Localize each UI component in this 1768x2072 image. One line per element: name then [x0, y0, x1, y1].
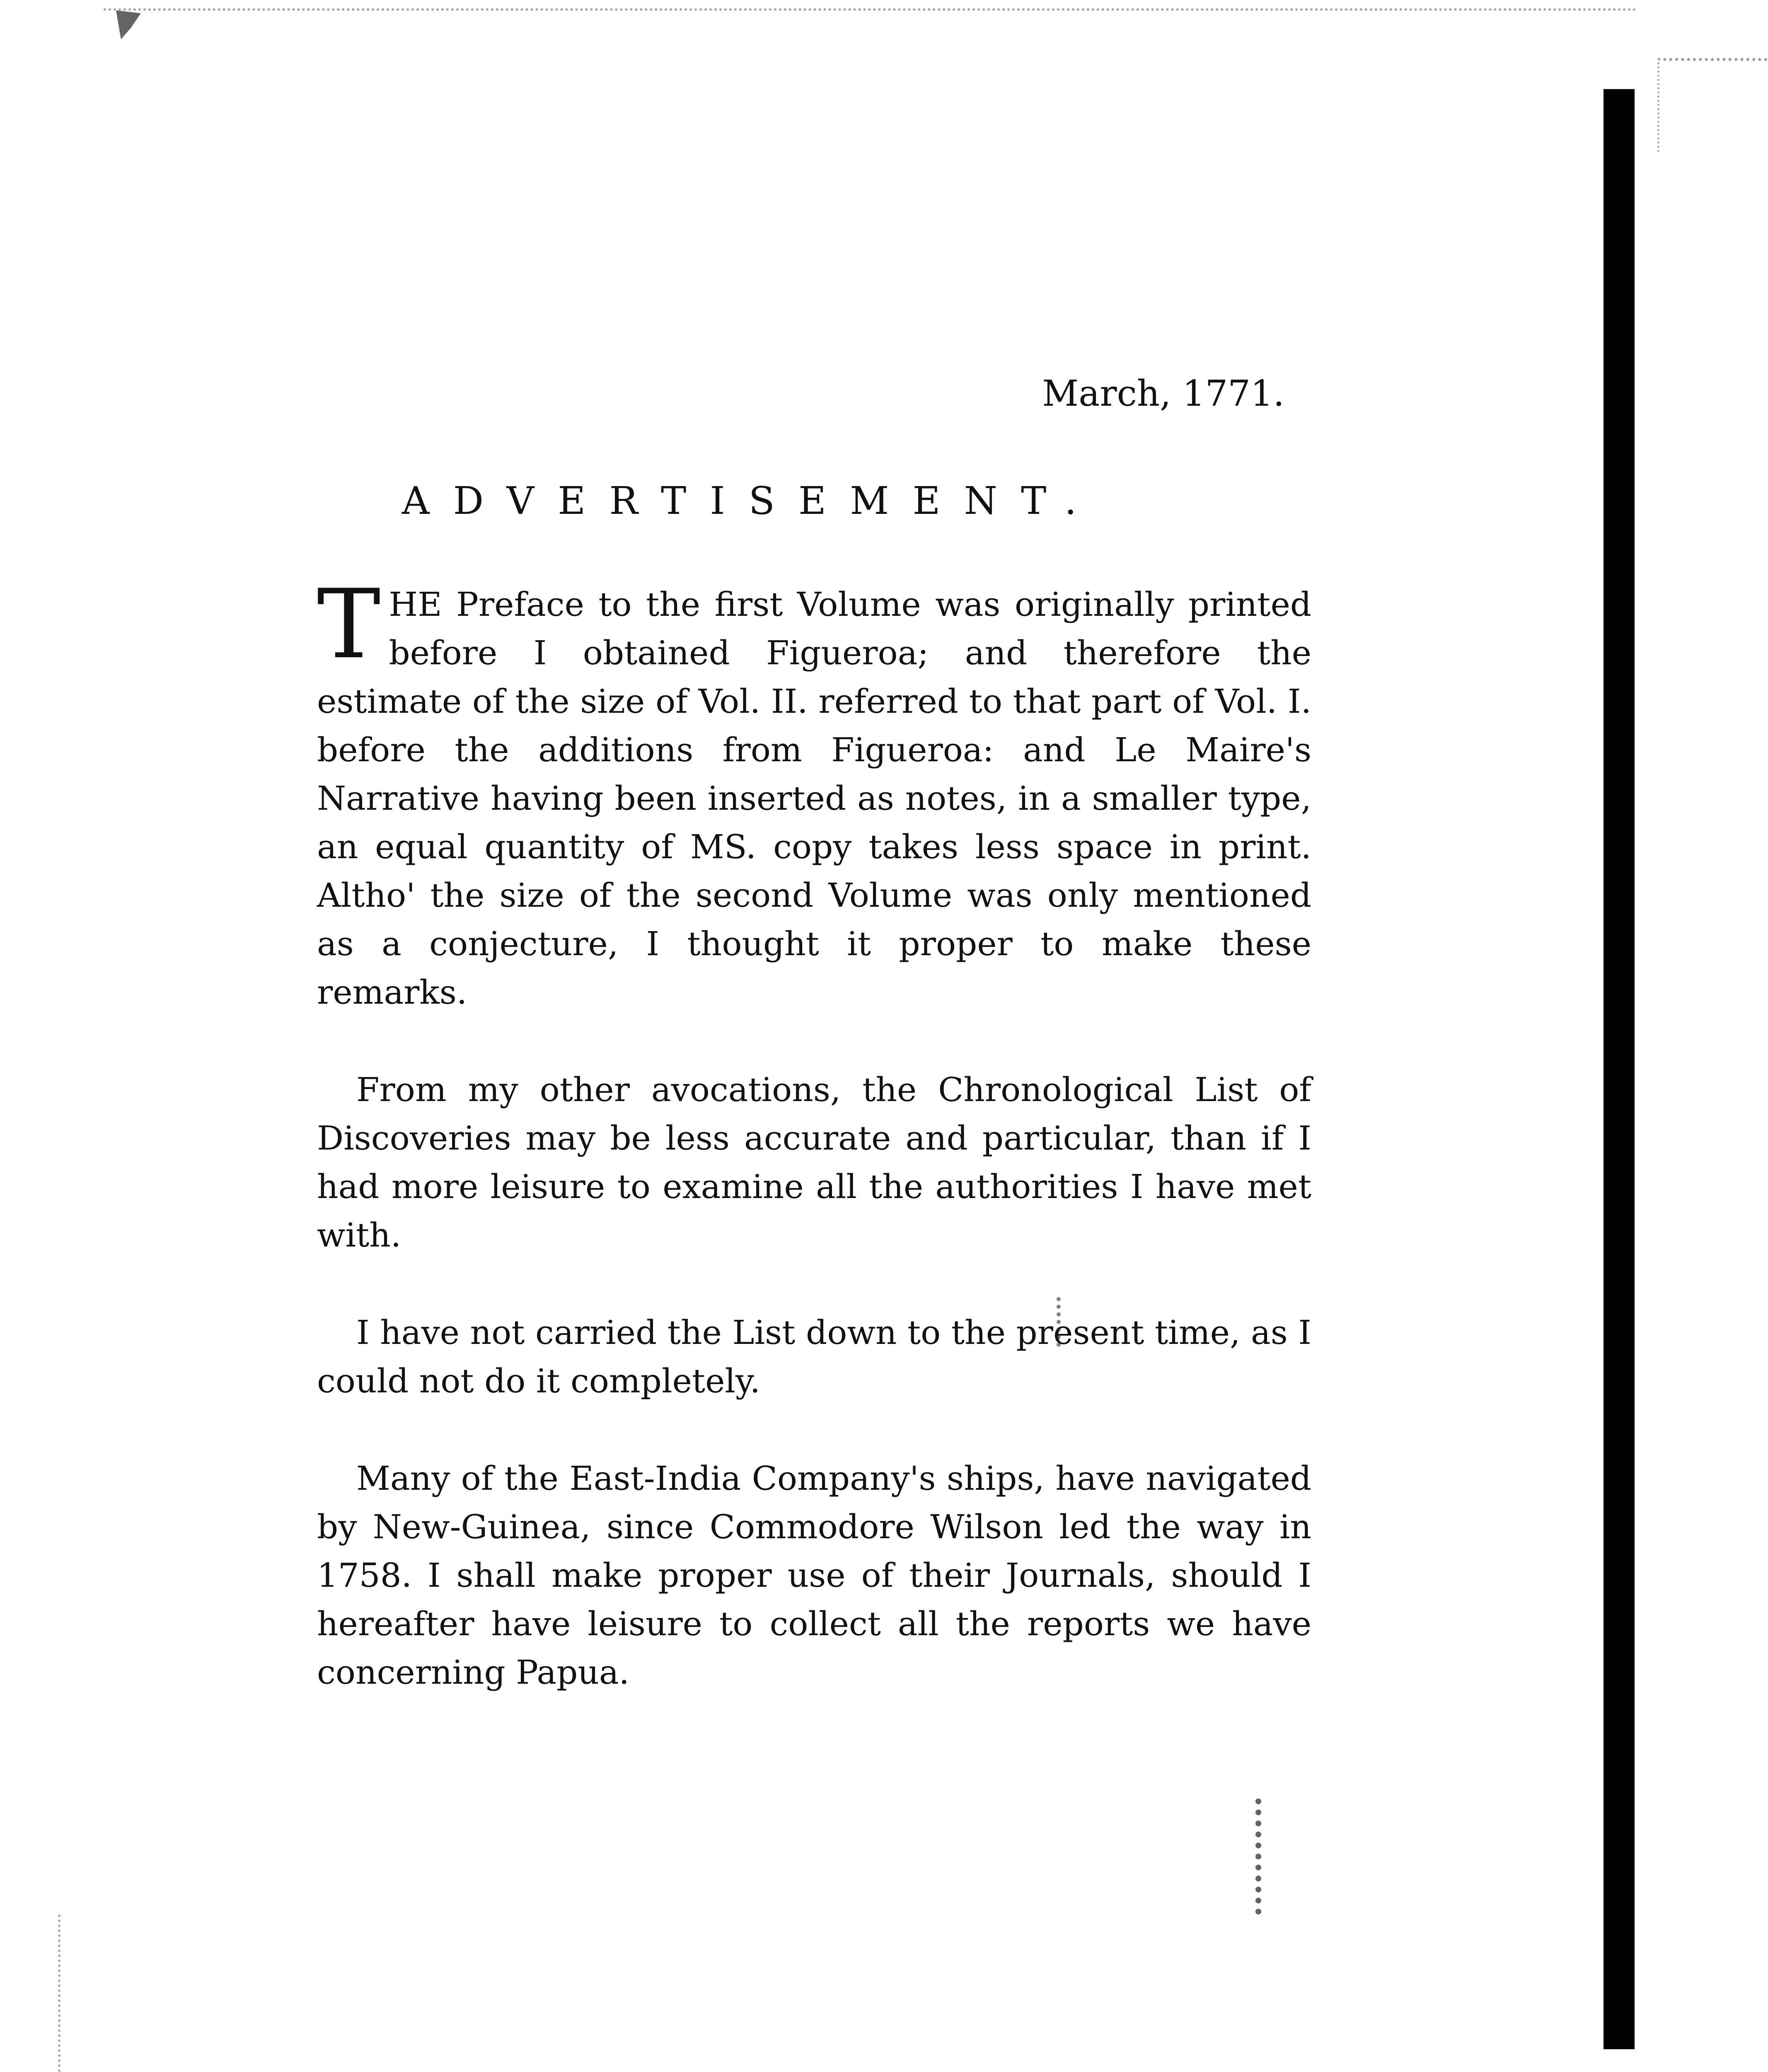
- scan-edge-left: [58, 1915, 65, 2072]
- paragraph-1-text: HE Preface to the first Volume was originally printed before I obtained Figueroa; and therefore the estimate of the size of Vol. II. referred to that part of Vol. I. before the additions from Figueroa: and Le Maire's Narrative having been inserted as notes, in a smaller type, an equal quantity of MS. copy takes less space in print. Altho' the size of the second Volume was only mentioned as a conjecture, I thought it proper to make these remarks.: [317, 585, 1311, 1012]
- paragraph-1: [317, 569, 1311, 1017]
- ink-blot: [1057, 1297, 1077, 1347]
- scan-edge-right-noise: [1657, 58, 1767, 152]
- paragraph-2: From my other avocations, the Chronological List of Discoveries may be less accurate and particular, than if I had more leisure to examine all the authorities I have met with.: [317, 1070, 1311, 1254]
- advertisement-body: [317, 569, 1311, 1745]
- drop-cap: T: [317, 569, 381, 680]
- page-heading: ADVERTISEMENT.: [402, 479, 1100, 523]
- paragraph-3: I have not carried the List down to the present time, as I could not do it completely.: [317, 1313, 1311, 1400]
- paragraph-4: Many of the East-India Company's ships, have navigated by New-Guinea, since Commodore Wilson led the way in 1758. I shall make proper use of their Journals, should I hereafter have leisure to collect all the reports we have concerning Papua.: [317, 1459, 1311, 1692]
- scan-corner-mark: [116, 10, 141, 39]
- book-spine-shadow: [1604, 89, 1635, 2049]
- date-line: March, 1771.: [1042, 373, 1284, 414]
- scan-edge-top: [104, 8, 1637, 15]
- ink-specks: [1255, 1798, 1278, 1915]
